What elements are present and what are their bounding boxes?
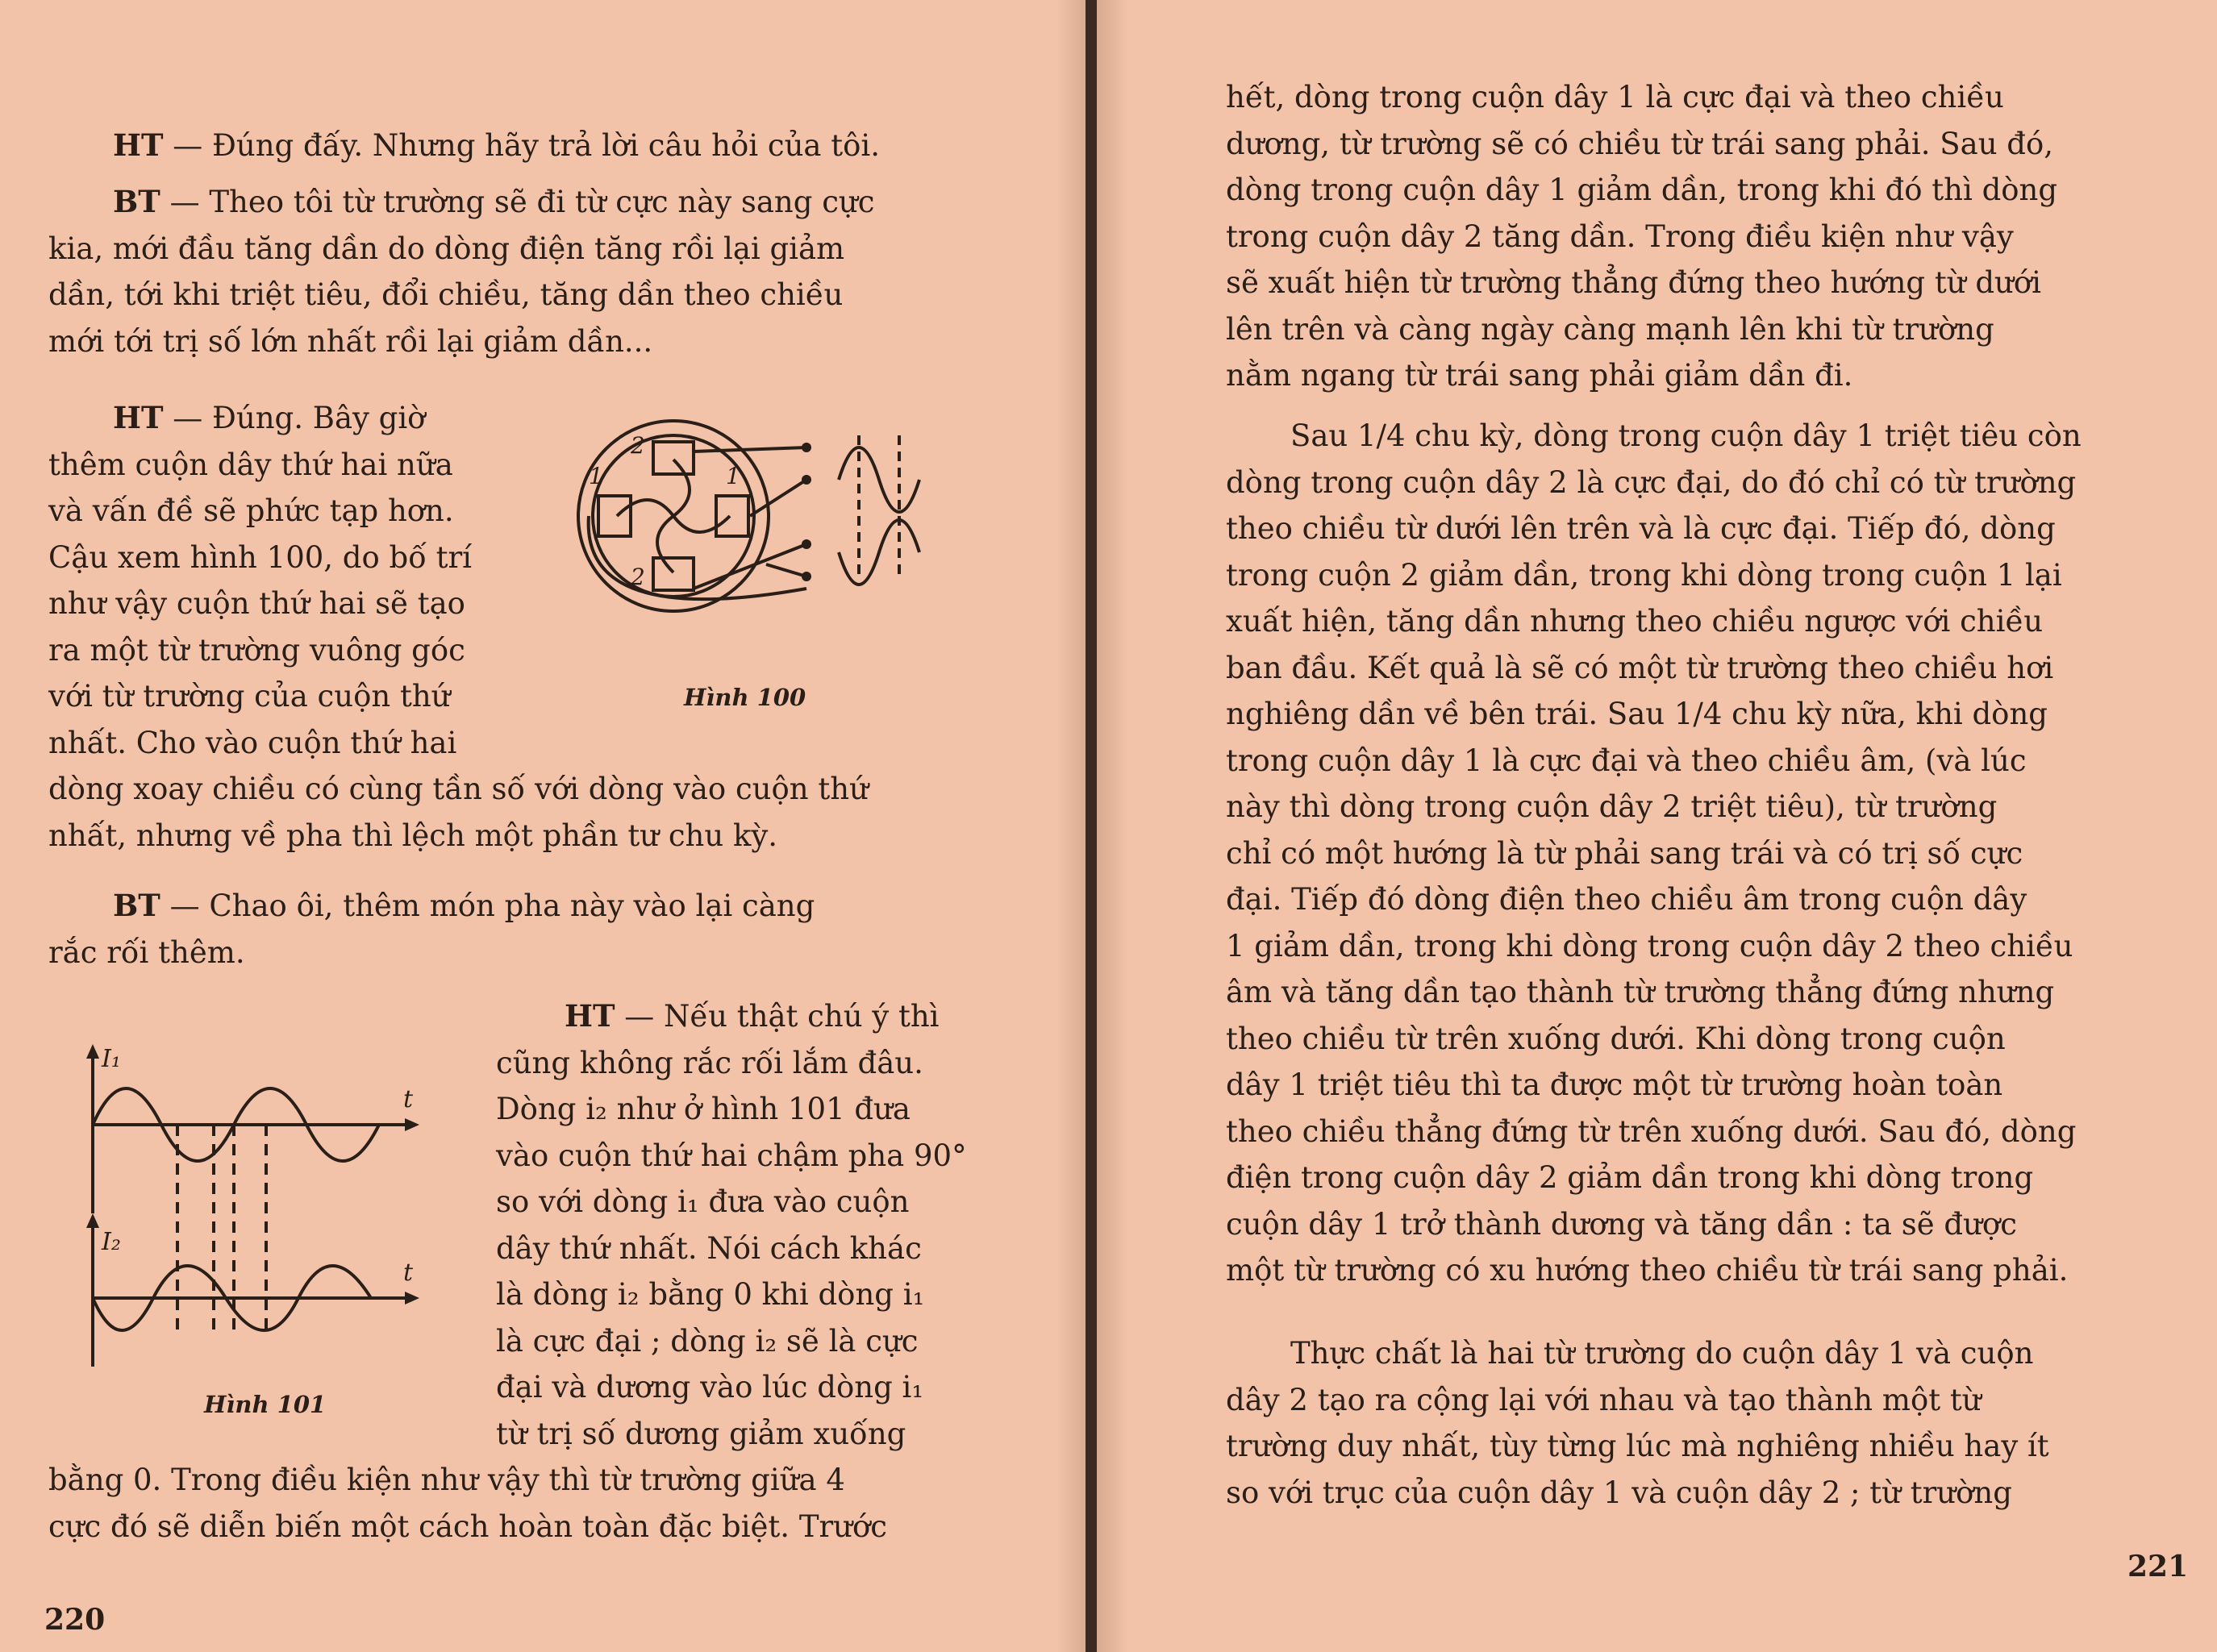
text-line: từ trị số dương giảm xuống [496,1416,906,1451]
sine-wave-1 [839,447,919,512]
text-line: và vấn đề sẽ phức tạp hơn. [48,493,454,528]
text-line: cực đó sẽ diễn biến một cách hoàn toàn đặc biệt. Trước [48,1508,888,1544]
text-line: 1 giảm dần, trong khi dòng trong cuộn dây 2 theo chiều [1226,928,2073,963]
text-line: — Chao ôi, thêm món pha này vào lại càng [160,888,815,923]
paragraph-ht-2 [48,395,516,766]
paragraph-quarter-cycle [1226,413,2137,1294]
text-line: cũng không rắc rối lắm đâu. [496,1045,923,1080]
paragraph-continued [1226,74,2137,399]
text-line: xuất hiện, tăng dần nhưng theo chiều ngược với chiều [1226,604,2044,639]
text-line: bằng 0. Trong điều kiện như vậy thì từ trường giữa 4 [48,1463,845,1497]
axis-label-t2: t [403,1259,414,1287]
text-line: ban đầu. Kết quả là sẽ có một từ trường theo chiều hơi [1226,650,2054,685]
text-line: Cậu xem hình 100, do bố trí [48,539,472,575]
text-line: dòng trong cuộn dây 1 giảm dần, trong khi đó thì dòng [1226,173,2058,207]
axis-label-i1: I₁ [102,1045,121,1073]
text-line: so với dòng i₁ đưa vào cuộn [496,1184,910,1219]
text-line: với từ trường của cuộn thứ [48,679,451,714]
coil-right [716,496,748,536]
text-line: đại và dương vào lúc dòng i₁ [496,1370,924,1404]
text-line: dòng trong cuộn dây 2 là cực đại, do đó chỉ có từ trường [1226,464,2077,500]
axis-label-i2: I₂ [102,1228,121,1256]
text-line: chỉ có một hướng là từ phải sang trái và có trị số cực [1226,835,2023,871]
text-line: vào cuộn thứ hai chậm pha 90° [496,1138,967,1173]
axis-label-t1: t [403,1085,414,1113]
text-line: này thì dòng trong cuộn dây 2 triệt tiêu), từ trường [1226,789,1998,824]
text-line: âm và tăng dần tạo thành từ trường thẳng đứng nhưng [1226,975,2055,1009]
speaker-label: BT [113,888,160,923]
text-line: đại. Tiếp đó dòng điện theo chiều âm trong cuộn dây [1226,882,2027,917]
text-line: hết, dòng trong cuộn dây 1 là cực đại và theo chiều [1226,80,2004,114]
coil-bottom [653,558,694,590]
paragraph-ht-4 [496,993,992,1457]
text-line: mới tới trị số lớn nhất rồi lại giảm dần... [48,323,653,359]
page-number: 220 [44,1603,106,1637]
text-line: nằm ngang từ trái sang phải giảm dần đi. [1226,358,1853,393]
text-line: cuộn dây 1 trở thành dương và tăng dần : ta sẽ được [1226,1206,2017,1242]
coil-label-2-top: 2 [631,432,645,459]
paragraph-summary [1226,1330,2137,1516]
paragraph-ht-4-continued [48,1457,992,1550]
sine-wave-2 [839,520,919,585]
text-line: — Theo tôi từ trường sẽ đi từ cực này sang cực [160,185,875,219]
figure-100-caption: Hình 100 [684,684,806,711]
text-line: nhất. Cho vào cuộn thứ hai [48,725,457,760]
text-line: dây 1 triệt tiêu thì ta được một từ trường hoàn toàn [1226,1067,2003,1102]
text-line: — Đúng đấy. Nhưng hãy trả lời câu hỏi của tôi. [163,128,880,163]
text-line: sẽ xuất hiện từ trường thẳng đứng theo hướng từ dưới [1226,265,2041,300]
speaker-label: HT [113,400,164,435]
paragraph-bt-3 [48,883,992,976]
text-line: trong cuộn dây 2 tăng dần. Trong điều kiện như vậy [1226,218,2014,254]
coil-label-1-right: 1 [726,463,740,489]
text-line: trong cuộn dây 1 là cực đại và theo chiều âm, (và lúc [1226,743,2027,778]
left-page [0,0,1089,1652]
text-line: dây 2 tạo ra cộng lại với nhau và tạo thành một từ [1226,1382,1982,1417]
book-gutter [1086,0,1097,1652]
text-line: trong cuộn 2 giảm dần, trong khi dòng trong cuộn 1 lại [1226,557,2062,593]
text-line: ra một từ trường vuông góc [48,632,465,668]
text-line: trường duy nhất, tùy từng lúc mà nghiêng nhiều hay ít [1226,1429,2049,1463]
speaker-label: HT [565,998,615,1034]
text-line: Dòng i₂ như ở hình 101 đưa [496,1092,911,1126]
rotor-cross [617,460,730,572]
coil-label-1-left: 1 [589,463,603,489]
text-line: — Nếu thật chú ý thì [615,999,940,1034]
phase-guides [177,1125,266,1334]
text-line: là dòng i₂ bằng 0 khi dòng i₁ [496,1277,925,1312]
text-line: theo chiều từ trên xuống dưới. Khi dòng trong cuộn [1226,1021,2006,1056]
intro-paragraph [113,123,992,169]
text-line: dòng xoay chiều có cùng tần số với dòng vào cuộn thứ [48,772,869,806]
coil-top [653,442,694,474]
paragraph-ht-2-continued [48,766,992,859]
text-line: lên trên và càng ngày càng mạnh lên khi từ trường [1226,311,1994,347]
paragraph-bt-1 [48,179,992,364]
text-line: — Đúng. Bây giờ [163,401,426,435]
text-line: nhất, nhưng về pha thì lệch một phần tư chu kỳ. [48,818,778,853]
text-line: rắc rối thêm. [48,934,245,970]
right-page [1097,0,2217,1652]
text-line: theo chiều thẳng đứng từ trên xuống dưới. Sau đó, dòng [1226,1113,2077,1149]
figure-101-phase-waveforms [73,1044,452,1391]
text-line: theo chiều từ dưới lên trên và là cực đại. Tiếp đó, dòng [1226,511,2056,546]
text-line: dần, tới khi triệt tiêu, đổi chiều, tăng dần theo chiều [48,277,844,312]
figure-101-caption: Hình 101 [204,1391,327,1418]
speaker-label: BT [113,184,160,219]
text-line: so với trục của cuộn dây 1 và cuộn dây 2 ; từ trường [1226,1475,2012,1510]
text-line: điện trong cuộn dây 2 giảm dần trong khi dòng trong [1226,1160,2034,1195]
coil-label-2-bottom: 2 [631,564,645,590]
text-line: nghiêng dần về bên trái. Sau 1/4 chu kỳ nữa, khi dòng [1226,697,2048,731]
speaker-label: HT [113,127,164,163]
figure-100-stator-diagram [565,403,952,661]
text-line: Sau 1/4 chu kỳ, dòng trong cuộn dây 1 triệt tiêu còn [1290,418,2082,453]
text-line: một từ trường có xu hướng theo chiều từ trái sang phải. [1226,1253,2069,1288]
text-line: như vậy cuộn thứ hai sẽ tạo [48,586,465,621]
text-line: kia, mới đầu tăng dần do dòng điện tăng rồi lại giảm [48,231,845,266]
page-number: 221 [2127,1550,2189,1583]
coil-left [598,496,631,536]
text-line: dương, từ trường sẽ có chiều từ trái sang phải. Sau đó, [1226,126,2054,161]
text-line: là cực đại ; dòng i₂ sẽ là cực [496,1323,919,1359]
text-line: dây thứ nhất. Nói cách khác [496,1230,922,1266]
text-line: thêm cuộn dây thứ hai nữa [48,447,453,482]
text-line: Thực chất là hai từ trường do cuộn dây 1 và cuộn [1290,1336,2034,1371]
